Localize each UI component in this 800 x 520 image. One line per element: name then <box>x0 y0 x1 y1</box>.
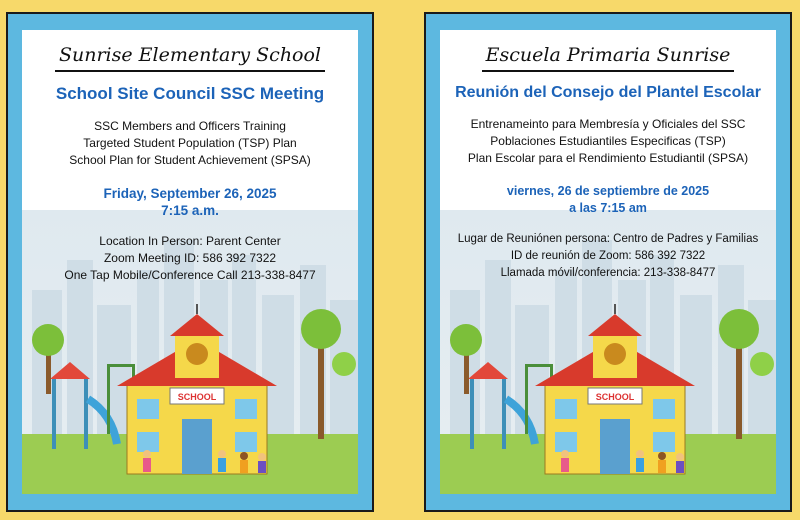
topic-item: Poblaciones Estudiantiles Especificas (TSP) <box>490 134 726 148</box>
meeting-time: 7:15 a.m. <box>161 203 219 218</box>
meeting-datetime <box>22 185 358 219</box>
topics-list <box>22 118 358 169</box>
flyer-spanish <box>424 12 792 512</box>
school-sign-text: SCHOOL <box>177 392 217 402</box>
school-sign-text: SCHOOL <box>595 392 635 402</box>
meeting-date: Friday, September 26, 2025 <box>103 186 277 201</box>
tree-left <box>32 324 64 394</box>
location-line: Location In Person: Parent Center <box>99 234 281 248</box>
topic-item: Entrenameinto para Membresía y Oficiales del SSC <box>470 117 746 131</box>
bell-icon <box>604 343 626 365</box>
zoom-id-line: Zoom Meeting ID: 586 392 7322 <box>103 251 277 265</box>
flyer-card <box>22 30 358 494</box>
topic-item: Plan Escolar para el Rendimiento Estudiantil (SPSA) <box>467 151 749 165</box>
meeting-title: School Site Council SSC Meeting <box>55 84 325 103</box>
meeting-details <box>22 233 358 284</box>
topic-item: Targeted Student Population (TSP) Plan <box>83 136 297 150</box>
topic-item: SSC Members and Officers Training <box>94 119 286 133</box>
location-line: Lugar de Reuniónen persona: Centro de Padres y Familias <box>457 233 759 245</box>
phone-line: One Tap Mobile/Conference Call 213-338-8477 <box>64 268 316 282</box>
meeting-title: Reunión del Consejo del Plantel Escolar <box>455 84 761 101</box>
meeting-time: a las 7:15 am <box>569 201 647 215</box>
topic-item: School Plan for Student Achievement (SPSA) <box>69 153 311 167</box>
tree-left <box>450 324 482 394</box>
school-building <box>535 304 695 474</box>
topics-list <box>440 116 776 167</box>
zoom-id-line: ID de reunión de Zoom: 586 392 7322 <box>510 250 706 262</box>
meeting-datetime <box>440 183 776 217</box>
school-building <box>117 304 277 474</box>
tree-right <box>719 309 774 439</box>
bell-icon <box>186 343 208 365</box>
flyer-english <box>6 12 374 512</box>
meeting-details <box>440 231 776 282</box>
school-name: Sunrise Elementary School <box>55 44 325 72</box>
school-name: Escuela Primaria Sunrise <box>482 44 735 72</box>
meeting-date: viernes, 26 de septiembre de 2025 <box>506 184 710 198</box>
school-illustration <box>440 304 776 494</box>
school-illustration <box>22 304 358 494</box>
flyer-card <box>440 30 776 494</box>
tree-right <box>301 309 356 439</box>
phone-line: Llamada móvil/conferencia: 213-338-8477 <box>500 267 716 279</box>
